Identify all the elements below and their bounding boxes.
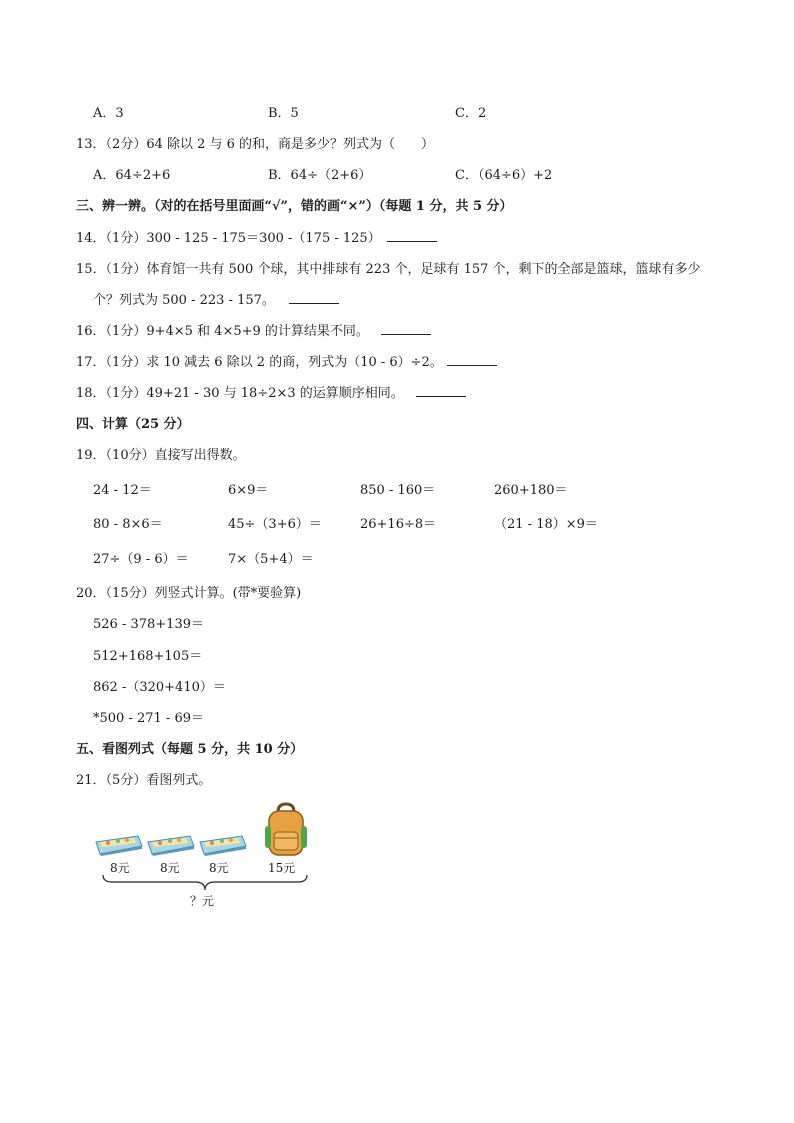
price-label: 8元: [160, 861, 180, 875]
section4-title: 四、计算（25 分）: [76, 417, 190, 432]
q18-text: 18．（1分）49+21 - 30 与 18÷2×3 的运算顺序相同。: [76, 386, 404, 401]
q17-text: 17．（1分）求 10 减去 6 除以 2 的商，列式为（10 - 6）÷2。: [76, 355, 443, 370]
q13-option-c: C．（64÷6）+2: [455, 168, 553, 183]
q19-item: 850 - 160＝: [360, 483, 436, 498]
section5-title: 五、看图列式（每题 5 分，共 10 分）: [76, 742, 304, 757]
q15-line1: 15．（1分）体育馆一共有 500 个球，其中排球有 223 个，足球有 157 个，剩下的全部是篮球，篮球有多少: [76, 262, 701, 277]
q17: [76, 351, 497, 370]
q19-item: 26+16÷8＝: [360, 517, 437, 532]
q20-item: *500 - 271 - 69＝: [93, 711, 204, 726]
price-label: 8元: [110, 861, 130, 875]
q16-text: 16．（1分）9+4×5 和 4×5+9 的计算结果不同。: [76, 324, 369, 339]
q19-stem: 19．（10分）直接写出得数。: [76, 448, 246, 463]
q19-item: 7×（5+4）＝: [228, 552, 314, 567]
q14-text: 14．（1分）300 - 125 - 175＝300 -（175 - 125）: [76, 231, 381, 246]
q20-stem: 20．（15分）列竖式计算。(带*要验算): [76, 586, 302, 601]
q12-option-b: B．5: [268, 106, 299, 121]
total-label: ？元: [190, 894, 215, 908]
q19-item: 80 - 8×6＝: [93, 517, 163, 532]
q20-item: 512+168+105＝: [93, 649, 203, 664]
q13-stem: 13．（2分）64 除以 2 与 6 的和，商是多少？列式为（ ）: [76, 137, 435, 152]
price-label: 8元: [209, 861, 229, 875]
price-label: 15元: [268, 861, 296, 875]
q15-line2: [93, 289, 339, 308]
section3-title: 三、辨一辨。（对的在括号里面画“√”，错的画“×”）（每题 1 分，共 5 分）: [76, 199, 513, 214]
q15-text: 个？列式为 500 - 223 - 157。: [93, 293, 275, 308]
q12-option-a: A．3: [93, 106, 124, 121]
q19-item: 6×9＝: [228, 483, 269, 498]
q13-option-b: B．64÷（2+6）: [268, 168, 372, 183]
q19-item: （21 - 18）×9＝: [494, 517, 598, 532]
q12-option-c: C．2: [455, 106, 487, 121]
q21-stem: 21．（5分）看图列式。: [76, 773, 212, 788]
backpack-icon: [264, 802, 308, 858]
q18: [76, 382, 466, 401]
answer-blank[interactable]: [416, 384, 466, 397]
q19-item: 260+180＝: [494, 483, 568, 498]
answer-blank[interactable]: [387, 229, 437, 242]
q13-option-a: A．64÷2+6: [93, 168, 171, 183]
pencil-case-icon: [198, 834, 248, 856]
q19-item: 27÷（9 - 6）＝: [93, 552, 189, 567]
answer-blank[interactable]: [289, 291, 339, 304]
pencil-case-icon: [146, 834, 196, 856]
q21-figure: [92, 800, 322, 910]
pencil-case-icon: [94, 834, 144, 856]
answer-blank[interactable]: [447, 353, 497, 366]
q20-item: 526 - 378+139＝: [93, 617, 204, 632]
q19-item: 24 - 12＝: [93, 483, 152, 498]
q14: [76, 227, 437, 246]
q19-item: 45÷（3+6）＝: [228, 517, 322, 532]
q16: [76, 320, 431, 339]
answer-blank[interactable]: [381, 322, 431, 335]
curly-brace: [102, 874, 308, 892]
q20-item: 862 -（320+410）＝: [93, 680, 226, 695]
